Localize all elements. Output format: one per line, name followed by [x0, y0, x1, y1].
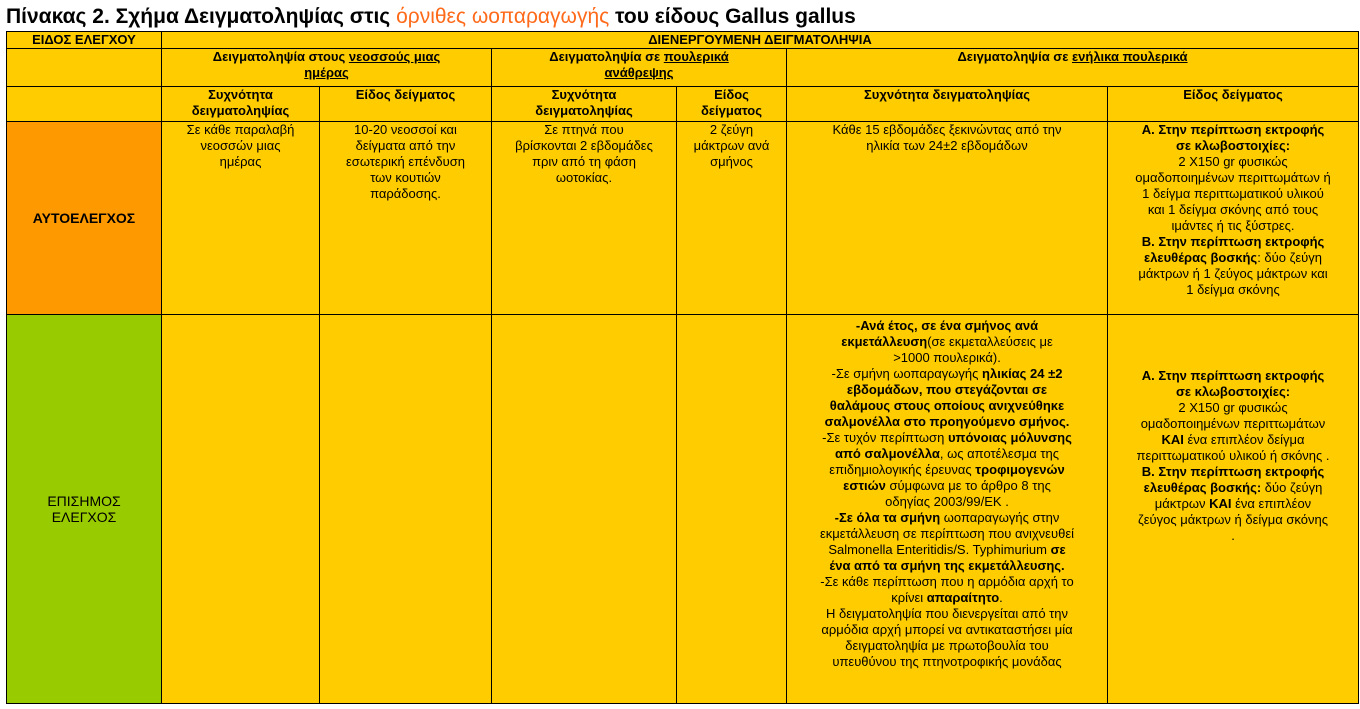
self-adult-freq: Κάθε 15 εβδομάδες ξεκινώντας από την ηλικία των 24±2 εβδομάδων: [787, 122, 1108, 315]
header-adult-sample: Είδος δείγματος: [1108, 87, 1359, 122]
table-title: [6, 4, 856, 30]
official-control-label: ΕΠΙΣΗΜΟΣ ΕΛΕΓΧΟΣ: [7, 315, 162, 704]
self-rear-freq: Σε πτηνά που βρίσκονται 2 εβδομάδες πριν από τη φάση ωοτοκίας.: [492, 122, 677, 315]
header-row-2: [7, 49, 1359, 87]
header-adult: Δειγματοληψία σε ενήλικα πουλερικά: [787, 49, 1359, 87]
header-empty-1: [7, 49, 162, 87]
title-suffix: του είδους Gallus gallus: [609, 5, 856, 28]
header-rear-freq: Συχνότητα δειγματοληψίας: [492, 87, 677, 122]
sampling-table: [6, 31, 1359, 704]
official-rear-freq: [492, 315, 677, 704]
header-row-1: [7, 32, 1359, 49]
self-chick-freq: Σε κάθε παραλαβή νεοσσών μιας ημέρας: [162, 122, 320, 315]
header-rear-sample: Είδος δείγματος: [677, 87, 787, 122]
self-chick-sample: 10-20 νεοσσοί και δείγματα από την εσωτερική επένδυση των κουτιών παράδοσης.: [320, 122, 492, 315]
header-chick-sample: Είδος δείγματος: [320, 87, 492, 122]
official-rear-sample: [677, 315, 787, 704]
official-chick-sample: [320, 315, 492, 704]
header-adult-freq: Συχνότητα δειγματοληψίας: [787, 87, 1108, 122]
self-control-label: ΑΥΤΟΕΛΕΓΧΟΣ: [7, 122, 162, 315]
official-adult-freq: -Ανά έτος, σε ένα σμήνος ανά εκμετάλλευση(σε εκμεταλλεύσεις με >1000 πουλερικά). -Σε σμήνη ωοπαραγωγής ηλικίας 24 ±2 εβδομάδων, που στεγάζονται σε θαλάμους στους οποίους ανιχνεύθηκε σαλμονέλλα στο προηγούμενο σμήνος. -Σε τυχόν περίπτωση υπόνοιας μόλυνσης από σαλμονέλλα, ως αποτέλεσμα της επιδημιολογικής έρευνας τροφιμογενών εστιών σύμφωνα με το άρθρο 8 της οδηγίας 2003/99/ΕΚ . -Σε όλα τα σμήνη ωοπαραγωγής στην εκμετάλλευση σε περίπτωση που ανιχνευθεί Salmonella Enteritidis/S. Typhimurium σε ένα από τα σμήνη της εκμετάλλευσης. -Σε κάθε περίπτωση που η αρμόδια αρχή το κρίνει απαραίτητο. Η δειγματοληψία που διενεργείται από την αρμόδια αρχή μπορεί να αντικαταστήσει μία δειγματοληψία με πρωτοβουλία του υπευθύνου της πτηνοτροφικής μονάδας: [787, 315, 1108, 704]
self-rear-sample: 2 ζεύγη μάκτρων ανά σμήνος: [677, 122, 787, 315]
header-control-type: ΕΙΔΟΣ ΕΛΕΓΧΟΥ: [7, 32, 162, 49]
header-rearing: Δειγματοληψία σε πουλερικά ανάθρεψης: [492, 49, 787, 87]
self-control-row: [7, 122, 1359, 315]
official-adult-sample: Α. Στην περίπτωση εκτροφής σε κλωβοστοιχίες: 2 Χ150 gr φυσικώς ομαδοποιημένων περιττωμάτων ΚΑΙ ένα επιπλέον δείγμα περιττωματικού υλικού ή σκόνης . Β. Στην περίπτωση εκτροφής ελευθέρας βοσκής: δύο ζεύγη μάκτρων ΚΑΙ ένα επιπλέον ζεύγος μάκτρων ή δείγμα σκόνης .: [1108, 315, 1359, 704]
header-empty-2: [7, 87, 162, 122]
self-adult-sample: Α. Στην περίπτωση εκτροφής σε κλωβοστοιχίες: 2 Χ150 gr φυσικώς ομαδοποιημένων περιττωμάτων ή 1 δείγμα περιττωματικού υλικού και 1 δείγμα σκόνης από τους ιμάντες ή τις ξύστρες. Β. Στην περίπτωση εκτροφής ελευθέρας βοσκής: δύο ζεύγη μάκτρων ή 1 ζεύγος μάκτρων και 1 δείγμα σκόνης: [1108, 122, 1359, 315]
header-chicks: Δειγματοληψία στους νεοσσούς μιας ημέρας: [162, 49, 492, 87]
header-chick-freq: Συχνότητα δειγματοληψίας: [162, 87, 320, 122]
header-sampling: ΔΙΕΝΕΡΓΟΥΜΕΝΗ ΔΕΙΓΜΑΤΟΛΗΨΙΑ: [162, 32, 1359, 49]
title-prefix: Πίνακας 2. Σχήμα Δειγματοληψίας στις: [6, 5, 397, 28]
official-chick-freq: [162, 315, 320, 704]
official-control-row: [7, 315, 1359, 704]
title-highlight: όρνιθες ωοπαραγωγής: [396, 5, 610, 28]
header-row-3: [7, 87, 1359, 122]
